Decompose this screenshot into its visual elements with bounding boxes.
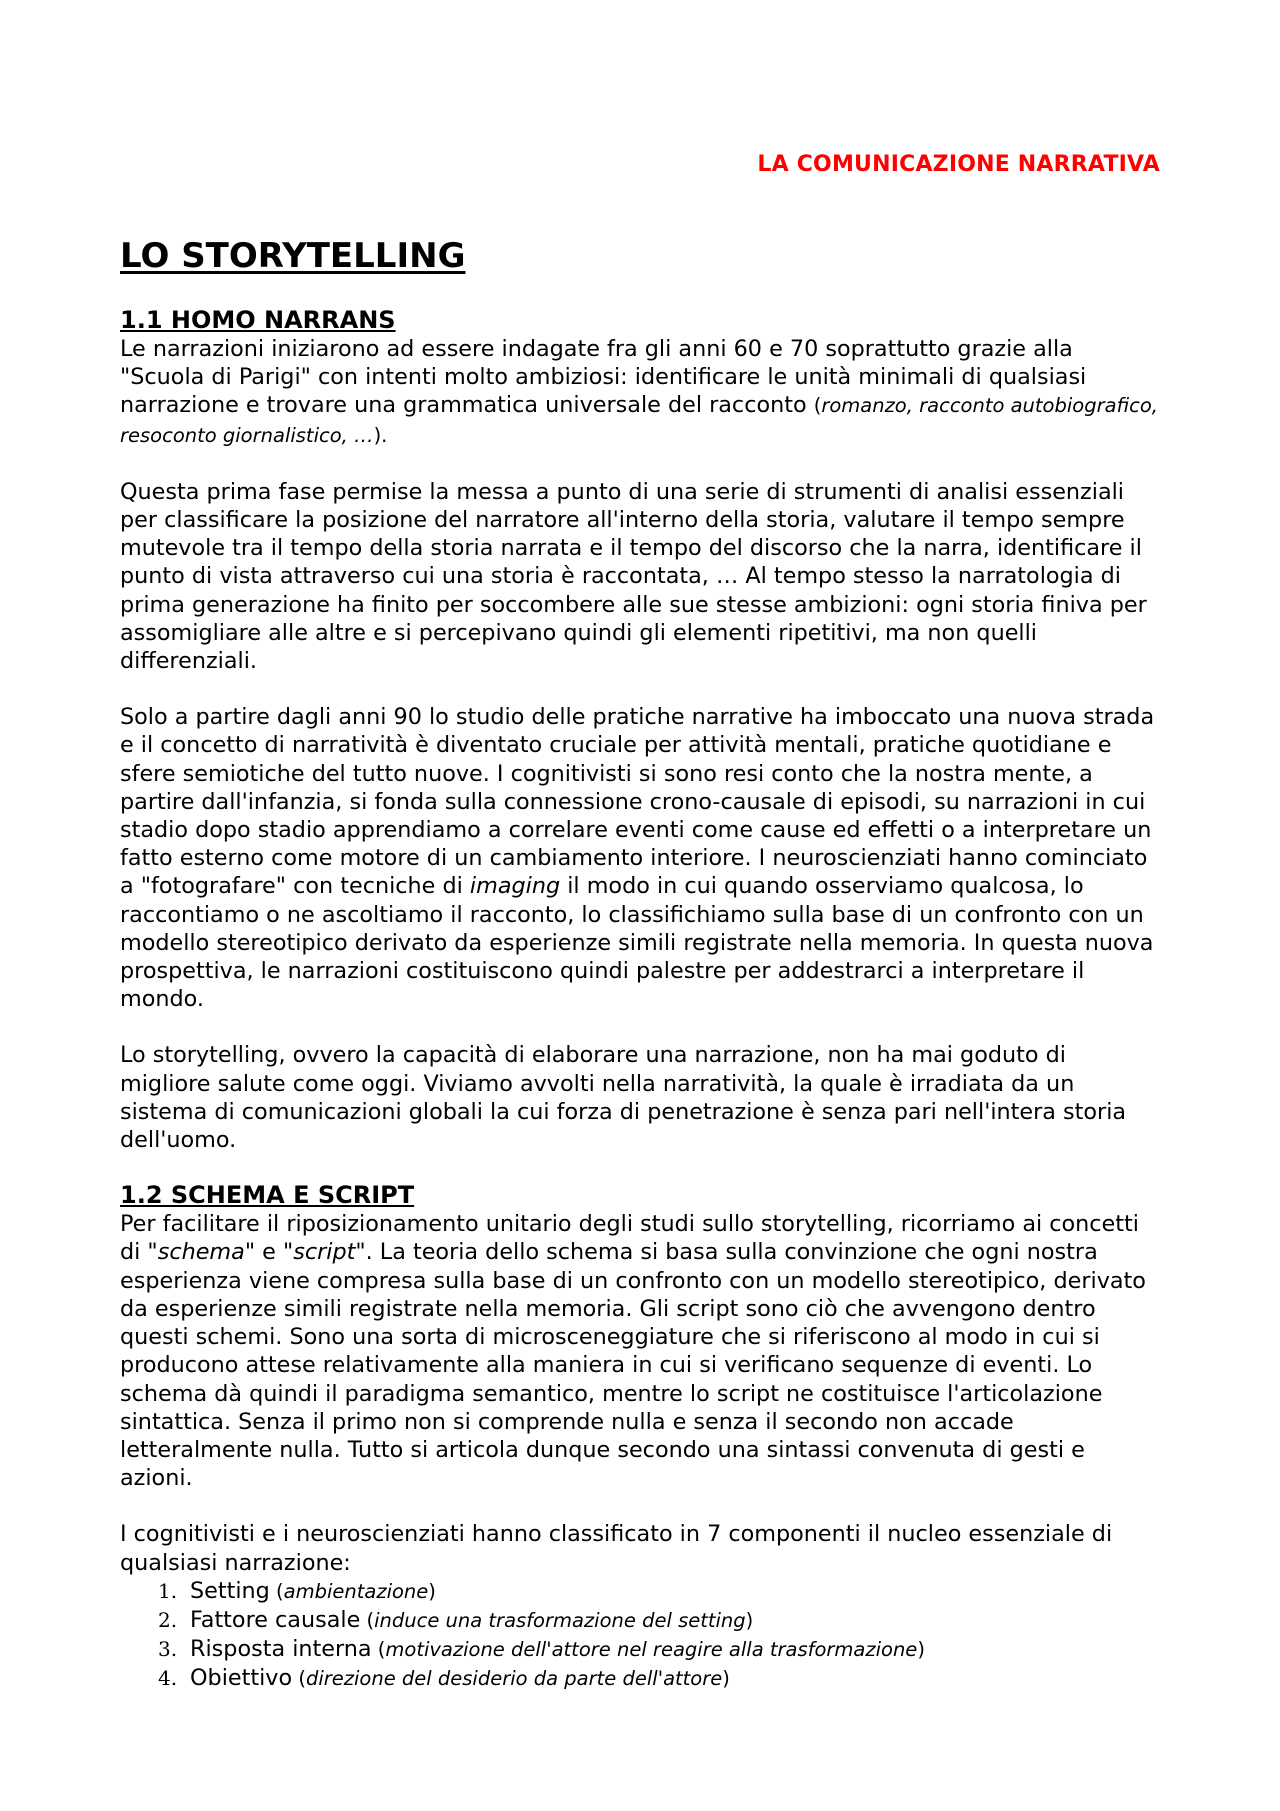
- paren-close: ): [722, 1667, 730, 1691]
- paren-open: (: [269, 1579, 284, 1603]
- schema-italic: schema: [157, 1239, 245, 1266]
- paragraph-gap: [120, 1492, 1160, 1520]
- paren-open: (: [813, 394, 822, 418]
- list-desc: direzione del desiderio da parte dell'attore: [305, 1667, 723, 1691]
- list-number: 3.: [158, 1637, 178, 1662]
- paragraph-text: Le narrazioni iniziarono ad essere indagate fra gli anni 60 e 70 soprattutto grazie alla "Scuola di Parigi" con intenti molto ambiziosi: identificare le unità minimali di qualsiasi narrazione e trovare una grammatica universale del racconto: [120, 336, 1087, 419]
- list-number: 4.: [158, 1666, 178, 1691]
- paragraph-text: il modo in cui quando osserviamo qualcosa, lo raccontiamo o ne ascoltiamo il racconto, lo classifichiamo sulla base di un confronto con un modello stereotipico derivato da esperienze simili registrate nella memoria. In questa nuova prospettiva, le narrazioni costituiscono quindi palestre per addestrarci a interpretare il mondo.: [120, 873, 1154, 1013]
- list-item: [158, 1606, 1160, 1635]
- running-header: LA COMUNICAZIONE NARRATIVA: [757, 152, 1160, 177]
- list-desc: motivazione dell'attore nel reagire alla trasformazione: [385, 1638, 918, 1662]
- paragraph-narrazioni: [120, 335, 1160, 450]
- paragraph-schema-script: [120, 1210, 1160, 1492]
- list-term: Fattore causale: [190, 1606, 361, 1633]
- paren-open: (: [360, 1608, 375, 1632]
- list-desc: induce una trasformazione del setting: [374, 1608, 746, 1632]
- paragraph-text: Per facilitare il riposizionamento unitario degli studi sullo storytelling, ricorriamo ai concetti di ": [120, 1211, 1139, 1266]
- script-italic: script: [293, 1239, 356, 1266]
- paragraph-prima-fase: Questa prima fase permise la messa a punto di una serie di strumenti di analisi essenziali per classificare la posizione del narratore all'interno della storia, valutare il tempo sempre mutevole tra il tempo della storia narrata e il tempo del discorso che la narra, identificare il punto di vista attraverso cui una storia è raccontata, … Al tempo stesso la narratologia di prima generazione ha finito per soccombere alle sue stesse ambizioni: ogni storia finiva per assomigliare alle altre e si percepivano quindi gli elementi ripetitivi, ma non quelli differenziali.: [120, 478, 1147, 675]
- paragraph-anni-90: [120, 703, 1160, 1013]
- paren-open: (: [292, 1667, 306, 1691]
- section-heading-homo-narrans: 1.1 HOMO NARRANS: [120, 306, 396, 334]
- paren-close: ): [917, 1638, 925, 1662]
- list-term: Risposta interna: [190, 1636, 372, 1663]
- section-gap: [120, 1154, 1160, 1180]
- components-list: [120, 1577, 1160, 1694]
- paragraph-componenti: I cognitivisti e i neuroscienziati hanno classificato in 7 componenti il nucleo essenziale di qualsiasi narrazione:: [120, 1521, 1113, 1576]
- paren-open: (: [371, 1638, 386, 1662]
- paragraph-gap: [120, 1013, 1160, 1041]
- paren-close: ).: [373, 423, 388, 447]
- document-title: LO STORYTELLING: [120, 236, 466, 276]
- paragraph-gap: [120, 450, 1160, 478]
- list-term: Setting: [190, 1577, 270, 1604]
- list-number: 1.: [158, 1578, 178, 1603]
- paragraph-text: ". La teoria dello schema si basa sulla convinzione che ogni nostra esperienza viene compresa sulla base di un confronto con un modello stereotipico, derivato da esperienze simili registrate nella memoria. Gli script sono ciò che avvengono dentro questi schemi. Sono una sorta di microsceneggiature che si riferiscono al modo in cui si producono attese relativamente alla maniera in cui si verificano sequenze di eventi. Lo schema dà quindi il paradigma semantico, mentre lo script ne costituisce l'articolazione sintattica. Senza il primo non si comprende nulla e senza il secondo non accade letteralmente nulla. Tutto si articola dunque secondo una sintassi convenuta di gesti e azioni.: [120, 1239, 1146, 1492]
- paragraph-gap: [120, 675, 1160, 703]
- paren-close: ): [745, 1608, 754, 1632]
- section-heading-schema-script: 1.2 SCHEMA E SCRIPT: [120, 1181, 415, 1210]
- paragraph-storytelling-oggi: Lo storytelling, ovvero la capacità di elaborare una narrazione, non ha mai goduto di migliore salute come oggi. Viviamo avvolti nella narratività, la quale è irradiata da un sistema di comunicazioni globali la cui forza di penetrazione è senza pari nell'intera storia dell'uomo.: [120, 1042, 1127, 1154]
- examples-italic: romanzo, racconto autobiografico, resoconto giornalistico, …: [120, 394, 1159, 447]
- list-item: [158, 1577, 1160, 1606]
- list-item: [158, 1635, 1160, 1664]
- imaging-italic: imaging: [469, 873, 561, 900]
- document-body: [120, 305, 1160, 1694]
- list-number: 2.: [158, 1607, 178, 1632]
- list-desc: ambientazione: [283, 1579, 429, 1603]
- list-item: [158, 1664, 1160, 1693]
- paragraph-text: " e ": [244, 1239, 294, 1266]
- list-term: Obiettivo: [190, 1665, 293, 1692]
- paren-close: ): [428, 1579, 436, 1603]
- paragraph-text: Solo a partire dagli anni 90 lo studio delle pratiche narrative ha imboccato una nuova strada e il concetto di narratività è diventato cruciale per attività mentali, pratiche quotidiane e sfere semiotiche del tutto nuove. I cognitivisti si sono resi conto che la nostra mente, a partire dall'infanzia, si fonda sulla connessione crono-causale di episodi, su narrazioni in cui stadio dopo stadio apprendiamo a correlare eventi come cause ed effetti o a interpretare un fatto esterno come motore di un cambiamento interiore. I neuroscienziati hanno cominciato a "fotografare" con tecniche di: [120, 704, 1155, 900]
